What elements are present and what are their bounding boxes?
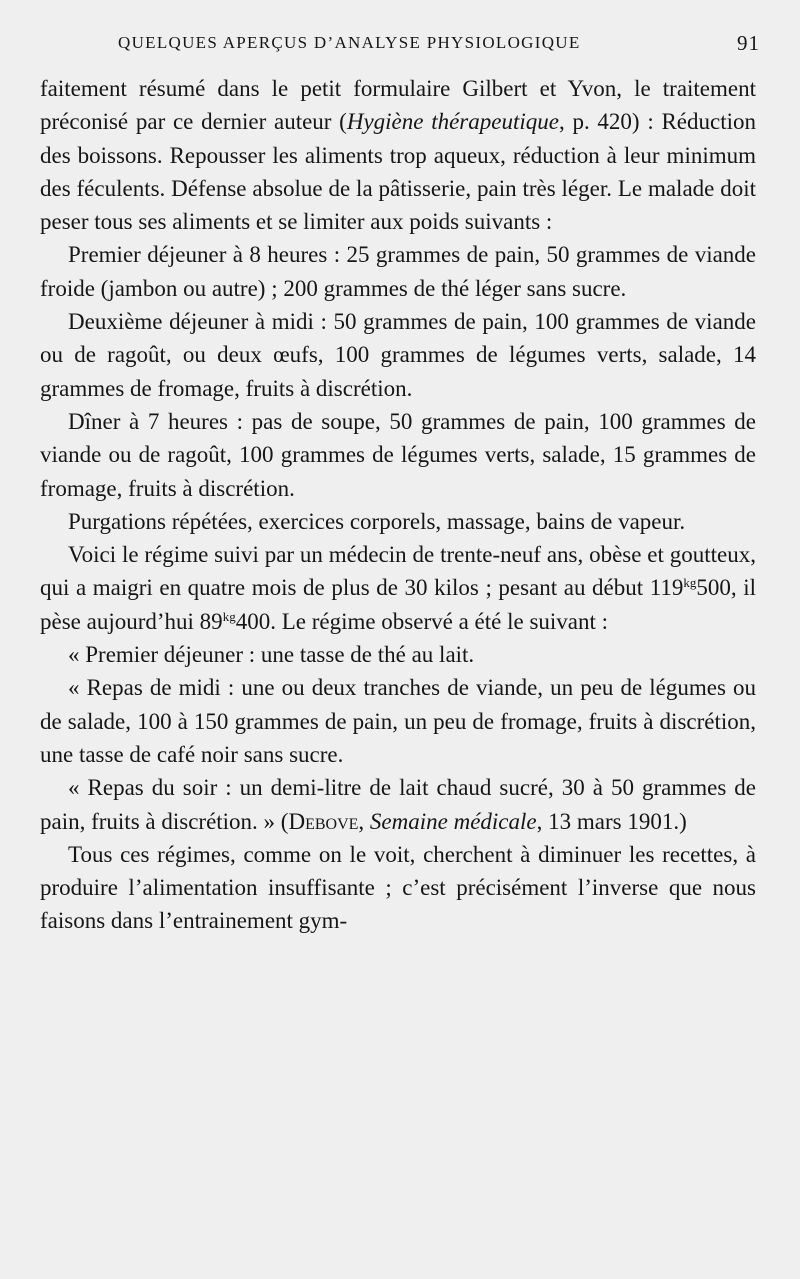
text-run: , p. 420) : Réduction des boissons. Repousser les aliments trop aqueux, réduction à leur minimum des féculents. Défense absolue de la pâtisserie, pain très léger. Le malade doit peser tous ses aliments et se limiter aux poids suivants :	[40, 109, 756, 235]
paragraph-physician-regime	[40, 538, 756, 638]
paragraph-first-breakfast: Premier déjeuner à 8 heures : 25 grammes de pain, 50 grammes de viande froide (jambon ou autre) ; 200 grammes de thé léger sans sucre.	[40, 242, 756, 301]
text-run: « Repas du soir : un demi-litre de lait chaud sucré, 30 à 50 grammes de pain, fruits à discrétion. » (	[40, 775, 756, 834]
text-run: , 13 mars 1901.)	[536, 808, 687, 834]
quote-evening-meal	[40, 771, 756, 838]
page-number: 91	[737, 31, 760, 55]
unit-superscript: kg	[222, 608, 236, 624]
page-header	[40, 33, 760, 61]
text-run: 500, il pèse aujourd’hui 89	[40, 575, 757, 634]
paragraph-conclusion: Tous ces régimes, comme on le voit, cherchent à diminuer les recettes, à produire l’alimentation insuffisante ; c’est précisément l’inverse que nous faisons dans l’entrainement gym-	[40, 841, 756, 934]
paragraph-purgations: Purgations répétées, exercices corporels, massage, bains de vapeur.	[68, 508, 686, 534]
text-run: faitement résumé dans le petit formulaire Gilbert et Yvon, le traitement préconisé par ce dernier auteur (	[40, 76, 756, 135]
text-run: ,	[358, 808, 370, 834]
quote-first-breakfast: « Premier déjeuner : une tasse de thé au lait.	[68, 642, 475, 668]
paragraph-second-breakfast: Deuxième déjeuner à midi : 50 grammes de pain, 100 grammes de viande ou de ragoût, ou deux œufs, 100 grammes de légumes verts, salade, 14 grammes de fromage, fruits à discrétion.	[40, 309, 756, 401]
citation-journal: Semaine médicale	[369, 808, 537, 834]
paragraph-continuation	[40, 72, 756, 238]
book-title: Hygiène thérapeutique	[346, 109, 559, 135]
citation-author: Debove	[288, 808, 359, 834]
quote-midday-meal: « Repas de midi : une ou deux tranches de viande, un peu de légumes ou de salade, 100 à 150 grammes de pain, un peu de fromage, fruits à discrétion, une tasse de café noir sans sucre.	[40, 675, 756, 767]
body-text	[40, 72, 756, 938]
text-run: 400. Le régime observé a été le suivant :	[235, 608, 609, 634]
running-title: QUELQUES APERÇUS D’ANALYSE PHYSIOLOGIQUE	[118, 33, 581, 52]
text-run: Voici le régime suivi par un médecin de trente-neuf ans, obèse et goutteux, qui a maigri en quatre mois de plus de 30 kilos ; pesant au début 119	[40, 542, 756, 601]
unit-superscript: kg	[683, 575, 697, 591]
paragraph-dinner: Dîner à 7 heures : pas de soupe, 50 grammes de pain, 100 grammes de viande ou de ragoût, 100 grammes de légumes verts, salade, 15 grammes de fromage, fruits à discrétion.	[40, 408, 756, 501]
